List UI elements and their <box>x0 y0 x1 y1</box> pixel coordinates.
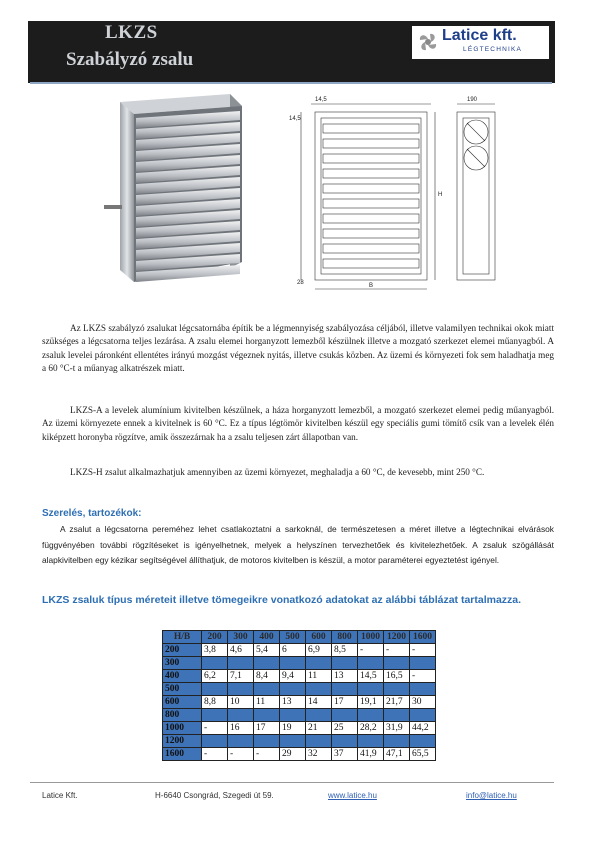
table-cell <box>410 683 436 696</box>
table-cell: 17 <box>332 696 358 709</box>
table-cell <box>384 657 410 670</box>
table-row <box>163 657 436 670</box>
drawing-slat <box>323 169 419 178</box>
table-cell <box>358 657 384 670</box>
table-column-header: 800 <box>332 631 358 644</box>
table-cell <box>332 657 358 670</box>
table-row-header: 200 <box>163 644 202 657</box>
table-cell: 11 <box>254 696 280 709</box>
table-cell: 7,1 <box>228 670 254 683</box>
table-row-header: 1200 <box>163 735 202 748</box>
table-cell <box>306 709 332 722</box>
table-column-header: 600 <box>306 631 332 644</box>
dim-height-label: H <box>438 192 443 198</box>
dim-top-left-label: 14,5 <box>315 97 327 103</box>
drawing-slat <box>323 154 419 163</box>
table-cell <box>332 683 358 696</box>
drawing-slat <box>323 259 419 268</box>
table-cell: 31,9 <box>384 722 410 735</box>
table-cell: 17 <box>254 722 280 735</box>
table-cell <box>358 683 384 696</box>
table-cell: 6 <box>280 644 306 657</box>
table-cell <box>280 657 306 670</box>
table-cell <box>280 735 306 748</box>
table-cell: 8,4 <box>254 670 280 683</box>
table-cell <box>280 683 306 696</box>
table-column-header: 300 <box>228 631 254 644</box>
dim-side-left-label: 14,5 <box>289 116 301 122</box>
table-cell <box>332 735 358 748</box>
table-row <box>163 670 436 683</box>
table-cell <box>254 709 280 722</box>
intro-paragraph: Az LKZS szabályzó zsalukat légcsatornába építik be a légmennyiség szabályozása céljából, illetve valamilyen technikai okok miatt szükséges a légcsatorna teljes lezárása. A zsalu elemei horganyzott lemezből készülnek illetve a mozgató szerkezet elemei műanyagból. A zsaluk levelei páronként ellentétes irányú mozgást végeznek nyitás, illetve csukás közben. Az üzemi és környezeti fok sem haladhatja meg a 60 °C-t a műanyag alkatrészek miatt. <box>42 323 554 373</box>
table-row <box>163 735 436 748</box>
table-cell: - <box>202 748 228 761</box>
table-column-header: 500 <box>280 631 306 644</box>
table-cell <box>202 683 228 696</box>
table-row-header: 800 <box>163 709 202 722</box>
drawing-slat <box>323 124 419 133</box>
table-cell <box>202 735 228 748</box>
table-cell: 9,4 <box>280 670 306 683</box>
table-row <box>163 683 436 696</box>
table-cell: 19,1 <box>358 696 384 709</box>
table-header-row <box>163 631 436 644</box>
table-cell <box>228 735 254 748</box>
table-cell: 11 <box>306 670 332 683</box>
table-row-header: 400 <box>163 670 202 683</box>
table-cell: - <box>202 722 228 735</box>
table-column-header: 1200 <box>384 631 410 644</box>
table-cell: - <box>410 670 436 683</box>
installation-heading: Szerelés, tartozékok: <box>42 508 142 519</box>
table-cell: 4,6 <box>228 644 254 657</box>
table-cell: 16,5 <box>384 670 410 683</box>
footer-website-link[interactable]: www.latice.hu <box>328 791 377 800</box>
drawing-slat <box>323 214 419 223</box>
footer-company: Latice Kft. <box>42 791 78 800</box>
table-column-header: 400 <box>254 631 280 644</box>
table-cell <box>332 709 358 722</box>
table-row <box>163 748 436 761</box>
fan-logo-icon <box>415 29 441 55</box>
drawing-slat <box>323 139 419 148</box>
drawing-slat <box>323 244 419 253</box>
table-cell <box>202 657 228 670</box>
page-subtitle: Szabályzó zsalu <box>66 49 194 70</box>
footer-email-link[interactable]: info@latice.hu <box>466 791 517 800</box>
dim-top-right-label: 190 <box>467 97 478 103</box>
table-cell <box>254 735 280 748</box>
table-cell: 19 <box>280 722 306 735</box>
table-intro: LKZS zsaluk típus méreteit illetve tömegeikre vonatkozó adatokat az alábbi táblázat tartalmazza. <box>42 594 522 606</box>
installation-paragraph: A zsalut a légcsatorna pereméhez lehet csatlakoztatni a sarkoknál, de természetesen a méret illetve a légtechnikai elvárások függvényében további rögzítéseket is igényelhetnek, melyek a helyszínen tervezhetőek és kivitelezhetőek. A zsaluk szögállását alapkivitelben egy kézikar segítségével állíthatjuk, de motoros kivitelben is készül, a motor paraméterei egyeztetést igényel. <box>42 524 554 566</box>
table-cell: 8,8 <box>202 696 228 709</box>
table-cell <box>306 657 332 670</box>
table-cell <box>254 683 280 696</box>
table-cell <box>228 657 254 670</box>
table-cell: 10 <box>228 696 254 709</box>
table-cell <box>228 683 254 696</box>
table-cell <box>410 735 436 748</box>
table-row <box>163 722 436 735</box>
table-cell: 25 <box>332 722 358 735</box>
lkzs-a-paragraph: LKZS-A a levelek alumínium kivitelben készülnek, a háza horganyzott lemezből, a mozgató szerkezet elemei pedig műanyagból. Az üzemi környezete ennek a kivitelnek is 60 °C. Ez a típus légtömör kivitelben készül egy speciális gumi tömítő csík van a levelek élén kiképzett horonyba rögzítve, amik összezárnak ha a zsalu teljesen zárt állapotban van. <box>42 405 554 442</box>
table-row-header: 1000 <box>163 722 202 735</box>
table-cell <box>384 735 410 748</box>
lkzs-h-paragraph: LKZS-H zsalut alkalmazhatjuk amennyiben az üzemi környezet, meghaladja a 60 °C, de kevesebb, mint 250 °C. <box>70 467 485 477</box>
logo-name: Latice kft. <box>442 27 517 44</box>
table-row-header: 500 <box>163 683 202 696</box>
table-cell: 41,9 <box>358 748 384 761</box>
table-cell: 8,5 <box>332 644 358 657</box>
table-cell: 3,8 <box>202 644 228 657</box>
table-row-header: 1600 <box>163 748 202 761</box>
table-cell: 16 <box>228 722 254 735</box>
table-cell <box>384 709 410 722</box>
table-column-header: 1600 <box>410 631 436 644</box>
technical-drawing <box>287 92 517 297</box>
table-cell: 6,2 <box>202 670 228 683</box>
footer-divider <box>30 782 554 783</box>
table-cell <box>384 683 410 696</box>
table-cell <box>410 657 436 670</box>
table-cell: 37 <box>332 748 358 761</box>
table-cell: 32 <box>306 748 332 761</box>
table-cell: 29 <box>280 748 306 761</box>
table-cell: 13 <box>280 696 306 709</box>
table-column-header: 200 <box>202 631 228 644</box>
table-cell: - <box>358 644 384 657</box>
footer-address: H-6640 Csongrád, Szegedi út 59. <box>155 791 274 800</box>
damper-photo <box>100 92 250 284</box>
table-cell: - <box>228 748 254 761</box>
table-cell <box>306 683 332 696</box>
table-row <box>163 696 436 709</box>
table-row-header: 600 <box>163 696 202 709</box>
page-title: LKZS <box>105 22 158 43</box>
table-cell: 21,7 <box>384 696 410 709</box>
drawing-slat <box>323 184 419 193</box>
table-cell <box>410 709 436 722</box>
drawing-slat <box>323 199 419 208</box>
weight-table <box>162 630 436 761</box>
table-row-header: 300 <box>163 657 202 670</box>
header-divider <box>30 82 552 84</box>
table-cell <box>306 735 332 748</box>
table-cell: 5,4 <box>254 644 280 657</box>
table-cell <box>228 709 254 722</box>
table-cell: - <box>384 644 410 657</box>
drawing-slat <box>323 229 419 238</box>
table-cell <box>202 709 228 722</box>
table-cell: 14 <box>306 696 332 709</box>
table-cell: 14,5 <box>358 670 384 683</box>
table-cell <box>254 657 280 670</box>
table-cell: - <box>254 748 280 761</box>
table-row <box>163 709 436 722</box>
table-cell <box>358 709 384 722</box>
table-cell <box>280 709 306 722</box>
table-cell: 6,9 <box>306 644 332 657</box>
table-column-header: 1000 <box>358 631 384 644</box>
table-cell: 47,1 <box>384 748 410 761</box>
logo-tagline: LÉGTECHNIKA <box>463 46 523 53</box>
table-cell <box>358 735 384 748</box>
dim-bottom-label: 28 <box>297 280 304 286</box>
table-cell: - <box>410 644 436 657</box>
table-cell: 13 <box>332 670 358 683</box>
table-cell: 21 <box>306 722 332 735</box>
dim-width-label: B <box>369 283 374 289</box>
table-cell: 28,2 <box>358 722 384 735</box>
table-corner-cell: H/B <box>163 631 202 644</box>
table-cell: 30 <box>410 696 436 709</box>
table-cell: 44,2 <box>410 722 436 735</box>
table-cell: 65,5 <box>410 748 436 761</box>
table-row <box>163 644 436 657</box>
